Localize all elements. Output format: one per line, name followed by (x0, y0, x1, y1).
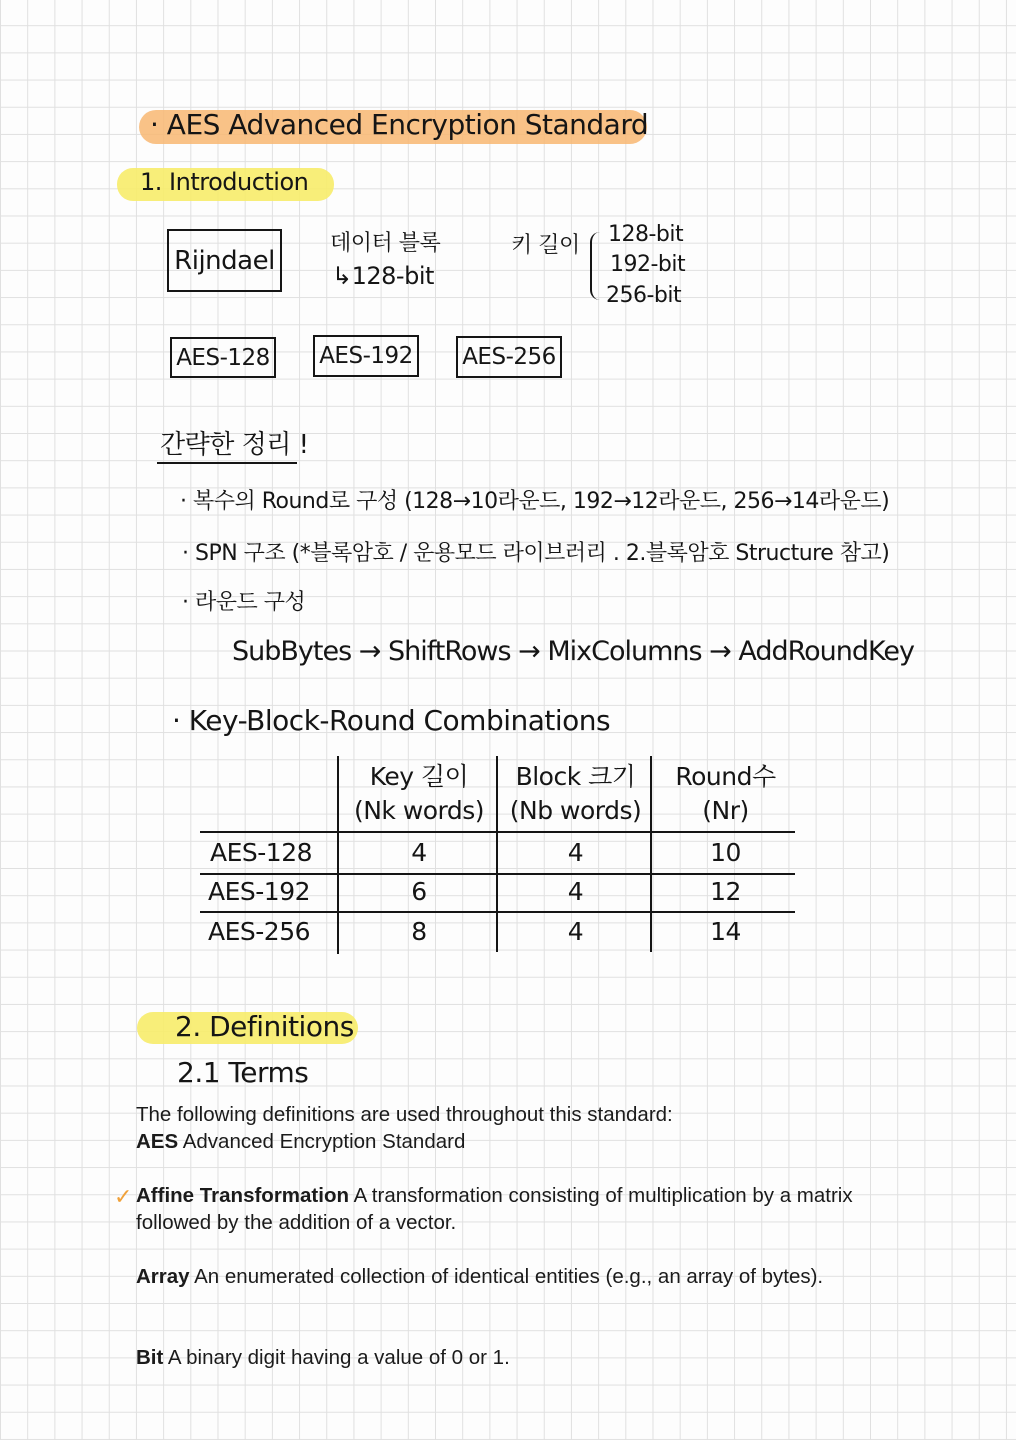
table-cell-nk: 6 (411, 877, 427, 906)
variant-aes-192: AES-192 (313, 335, 419, 377)
term-definition: A binary digit having a value of 0 or 1. (163, 1346, 510, 1369)
table-cell-nk: 4 (411, 838, 427, 867)
term-entry-aes (136, 1128, 876, 1155)
key-length-256: 256-bit (606, 283, 682, 308)
round-flow: SubBytes → ShiftRows → MixColumns → AddRoundKey (232, 636, 914, 667)
summary-bullet-spn: · SPN 구조 (*블록암호 / 운용모드 라이브러리 . 2.블록암호 Structure 참고) (182, 541, 890, 566)
table-vline-1 (337, 756, 339, 954)
table-header-block-line2: (Nb words) (509, 796, 642, 825)
section1-heading: 1. Introduction (140, 168, 309, 196)
terms-intro (136, 1101, 876, 1155)
summary-underline (157, 462, 297, 464)
key-length-128: 128-bit (608, 222, 684, 247)
term-name: Array (136, 1265, 190, 1288)
table-row-name: AES-192 (208, 877, 311, 906)
term-definition: An enumerated collection of identical entities (e.g., an array of bytes). (189, 1265, 824, 1288)
page-title: · AES Advanced Encryption Standard (150, 108, 649, 141)
table-header-round-line2: (Nr) (702, 796, 749, 825)
table-header-key-line1: Key 길이 (369, 762, 469, 791)
key-length-brace (590, 232, 604, 300)
term-entry-affine (136, 1182, 876, 1236)
variant-aes-128: AES-128 (170, 337, 276, 378)
table-row-name: AES-256 (208, 917, 311, 946)
summary-bullet-round-structure: · 라운드 구성 (182, 590, 306, 615)
table-vline-2 (496, 756, 498, 952)
table-header-key-line2: (Nk words) (353, 796, 485, 825)
summary-bullet-rounds: · 복수의 Round로 구성 (128→10라운드, 192→12라운드, 256→14라운드) (180, 489, 890, 514)
term-definition: Advanced Encryption Standard (178, 1130, 466, 1153)
check-icon: ✓ (114, 1185, 133, 1210)
data-block-label: 데이터 블록 (330, 231, 441, 256)
data-block-value: ↳128-bit (332, 262, 434, 290)
rijndael-box: Rijndael (167, 229, 282, 292)
term-name: AES (136, 1130, 179, 1153)
table-cell-nr: 14 (710, 917, 741, 946)
table-header-round-line1: Round수 (675, 762, 776, 791)
term-definition: A transformation consisting of multiplication by a matrix followed by the addition of a vector. (136, 1184, 853, 1234)
table-cell-nr: 10 (710, 838, 741, 867)
variant-aes-256: AES-256 (456, 336, 562, 378)
table-vline-3 (650, 756, 652, 952)
combinations-title: · Key-Block-Round Combinations (172, 704, 611, 737)
key-length-label: 키 길이 (511, 233, 580, 258)
table-cell-nb: 4 (567, 917, 584, 946)
table-cell-nk: 8 (411, 917, 427, 946)
table-header-key (345, 760, 493, 828)
summary-title: 간략한 정리 ! (160, 430, 309, 460)
table-header-block (503, 760, 648, 828)
table-cell-nb: 4 (567, 838, 584, 867)
subsection-terms-heading: 2.1 Terms (177, 1056, 309, 1089)
key-length-192: 192-bit (610, 252, 686, 277)
term-entry-bit (136, 1344, 876, 1371)
table-row-name: AES-128 (210, 838, 313, 867)
term-entry-array (136, 1263, 876, 1290)
section2-heading: 2. Definitions (175, 1010, 354, 1043)
term-name: Bit (136, 1346, 164, 1369)
table-header-round (658, 760, 793, 828)
table-header-block-line1: Block 크기 (515, 762, 636, 791)
table-cell-nr: 12 (710, 877, 741, 906)
term-name: Affine Transformation (136, 1184, 349, 1207)
table-cell-nb: 4 (567, 877, 584, 906)
terms-intro-line: The following definitions are used throughout this standard: (136, 1103, 673, 1126)
